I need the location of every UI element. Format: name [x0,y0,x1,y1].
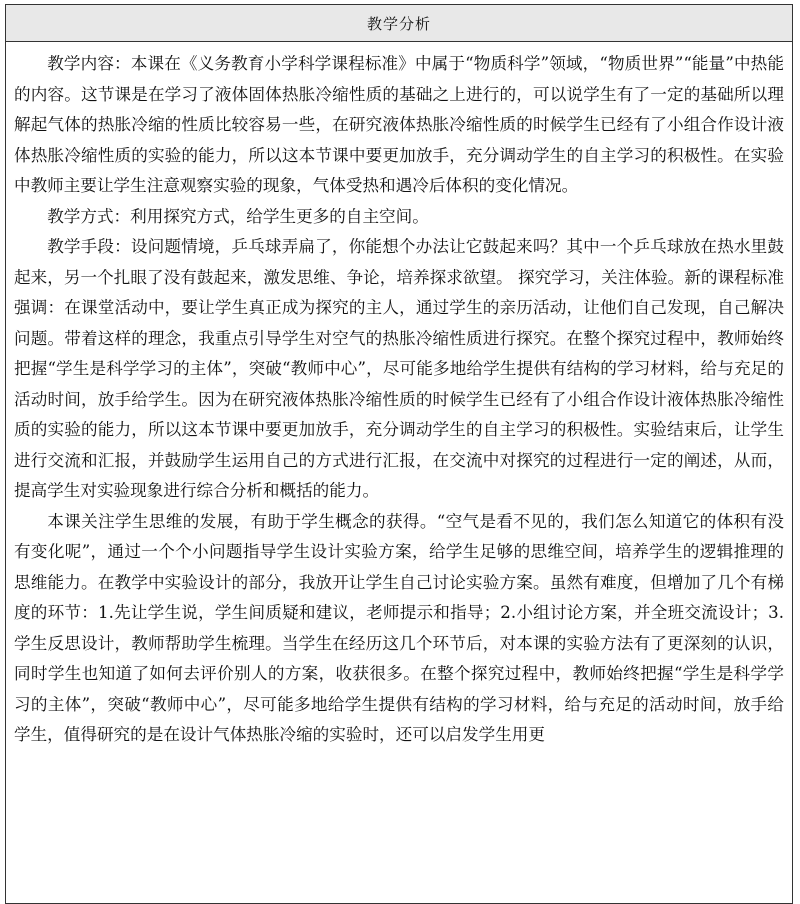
table-header [6,5,792,42]
analysis-table [5,4,793,904]
paragraph-teaching-content: 教学内容：本课在《义务教育小学科学课程标准》中属于“物质科学”领域，“物质世界”“能量”中热能的内容。这节课是在学习了液体固体热胀冷缩性质的基础之上进行的，可以说学生有了一定的基础所以理解起气体的热胀冷缩的性质比较容易一些，在研究液体热胀冷缩性质的时候学生已经有了小组合作设计液体热胀冷缩性质的实验的能力，所以这本节课中要更加放手，充分调动学生的自主学习的积极性。在实验中教师主要让学生注意观察实验的现象，气体受热和遇冷后体积的变化情况。 [14,54,784,195]
table-body [6,42,792,751]
paragraph-thinking-development: 本课关注学生思维的发展，有助于学生概念的获得。“空气是看不见的，我们怎么知道它的体积有没有变化呢”，通过一个个小问题指导学生设计实验方案，给学生足够的思维空间，培养学生的逻辑推理的思维能力。在教学中实验设计的部分，我放开让学生自己讨论实验方案。虽然有难度，但增加了几个有梯度的环节：1.先让学生说，学生间质疑和建议，老师提示和指导；2.小组讨论方案，并全班交流设计；3.学生反思设计，教师帮助学生梳理。当学生在经历这几个环节后，对本课的实验方法有了更深刻的认识，同时学生也知道了如何去评价别人的方案，收获很多。在整个探究过程中，教师始终把握“学生是科学学习的主体”，突破“教师中心”，尽可能多地给学生提供有结构的学习材料，给与充足的活动时间，放手给学生，值得研究的是在设计气体热胀冷缩的实验时，还可以启发学生用更 [14,511,784,744]
header-title: 教学分析 [366,14,431,33]
paragraph-teaching-method: 教学方式：利用探究方式，给学生更多的自主空间。 [47,206,429,226]
paragraph-teaching-means: 教学手段：设问题情境，乒乓球弄扁了，你能想个办法让它鼓起来吗？其中一个乒乓球放在热水里鼓起来，另一个扎眼了没有鼓起来，激发思维、争论，培养探求欲望。 探究学习，关注体验。新的课程标准强调：在课堂活动中，要让学生真正成为探究的主人，通过学生的亲历活动，让他们自己发现，自己解决问题。带着这样的理念，我重点引导学生对空气的热胀冷缩性质进行探究。在整个探究过程中，教师始终把握“学生是科学学习的主体”，突破“教师中心”，尽可能多地给学生提供有结构的学习材料，给与充足的活动时间，放手给学生。因为在研究液体热胀冷缩性质的时候学生已经有了小组合作设计液体热胀冷缩性质的实验的能力，所以这本节课中要更加放手，充分调动学生的自主学习的积极性。实验结束后，让学生进行交流和汇报，并鼓励学生运用自己的方式进行汇报，在交流中对探究的过程进行一定的阐述，从而，提高学生对实验现象进行综合分析和概括的能力。 [14,237,784,500]
